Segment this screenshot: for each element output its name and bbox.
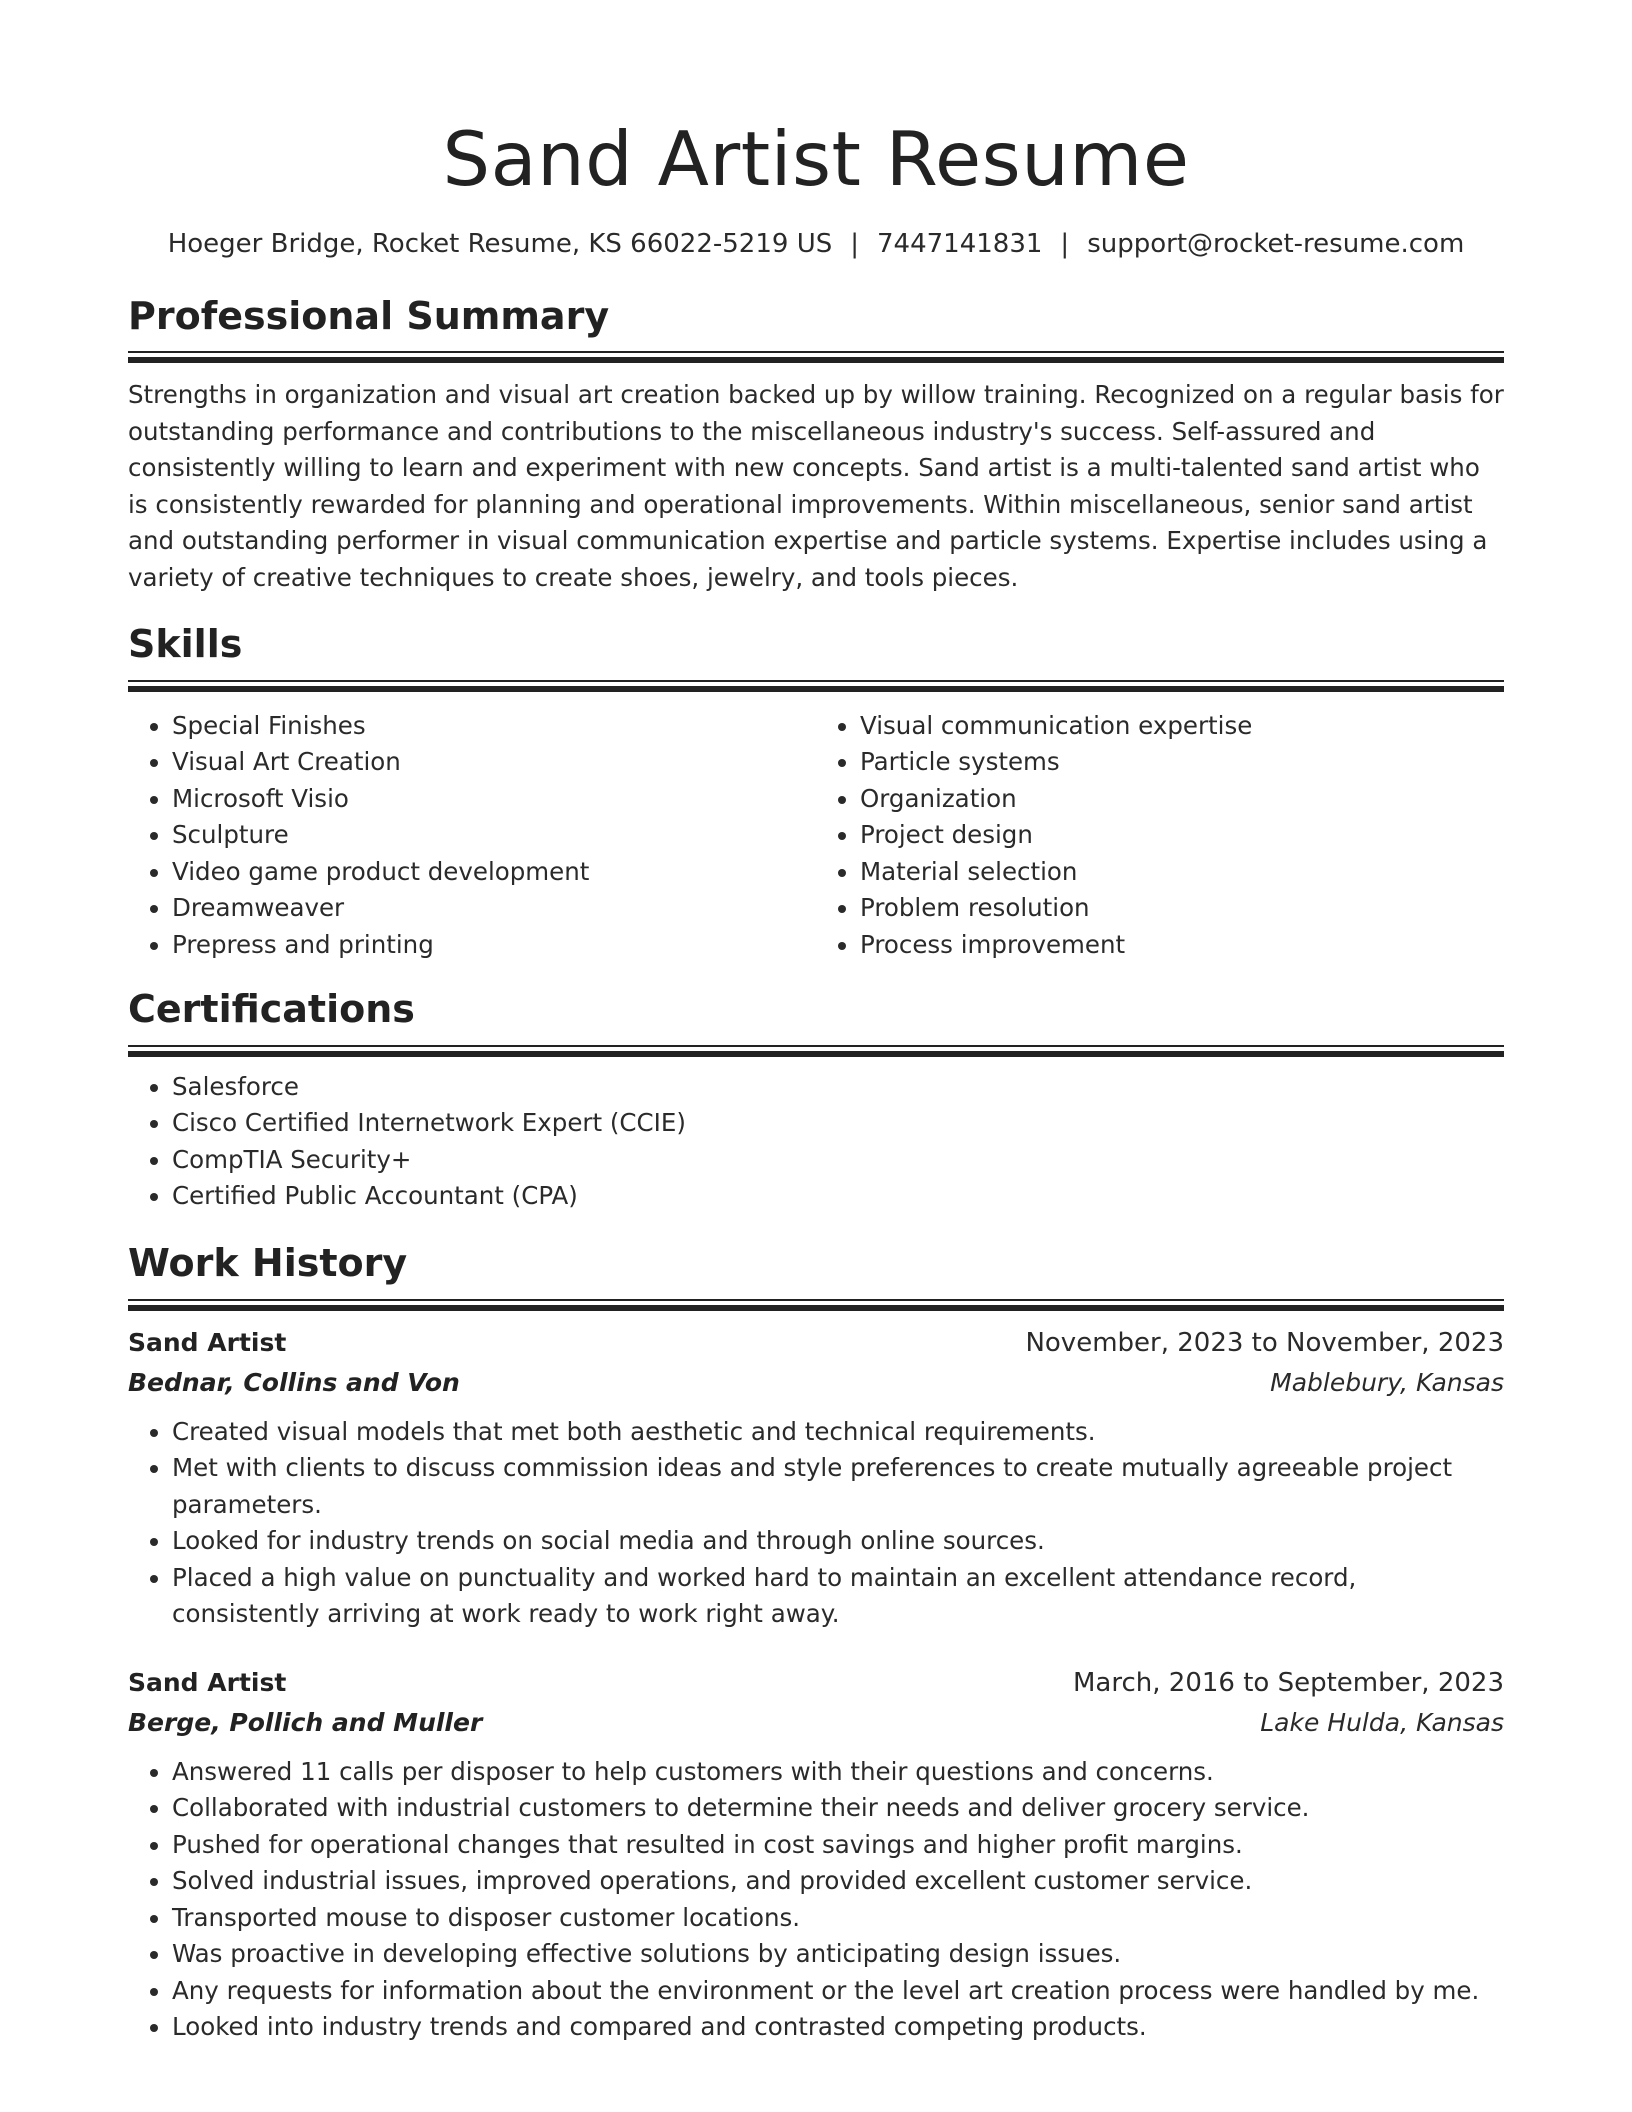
job-duty: • Was proactive in developing effective solutions by anticipating design issues. bbox=[172, 1936, 1504, 1973]
job-duty: • Solved industrial issues, improved operations, and provided excellent customer service. bbox=[172, 1863, 1504, 1900]
job-entry bbox=[128, 1663, 1504, 2046]
job-location: Mablebury, Kansas bbox=[1270, 1367, 1504, 1397]
job-duties-list bbox=[128, 1754, 1504, 2046]
skills-list-right bbox=[816, 708, 1504, 964]
skill-item: • Video game product development bbox=[172, 854, 816, 891]
summary-text: Strengths in organization and visual art creation backed up by willow training. Recognized on a regular basis for outstanding performance and contributions to the miscellaneous industry's success. Self-assured and consistently willing to learn and experiment with new concepts. Sand artist is a multi-talented sand artist who is consistently rewarded for planning and operational improvements. Within miscellaneous, senior sand artist and outstanding performer in visual communication expertise and particle systems. Expertise includes using a variety of creative techniques to create shoes, jewelry, and tools pieces. bbox=[128, 380, 1504, 592]
resume-title: Sand Artist Resume bbox=[442, 115, 1190, 203]
section-divider bbox=[128, 1045, 1504, 1057]
job-dates: November, 2023 to November, 2023 bbox=[1025, 1327, 1504, 1358]
job-location: Lake Hulda, Kansas bbox=[1260, 1707, 1504, 1737]
job-header-row bbox=[128, 1323, 1504, 1363]
section-heading-skills: Skills bbox=[128, 622, 243, 667]
job-duty: • Looked into industry trends and compared and contrasted competing products. bbox=[172, 2009, 1504, 2046]
job-title: Sand Artist bbox=[128, 1667, 287, 1697]
skill-item: • Visual Art Creation bbox=[172, 744, 816, 781]
resume-page bbox=[128, 0, 1504, 2046]
contact-separator: | bbox=[1060, 228, 1070, 259]
job-title: Sand Artist bbox=[128, 1327, 287, 1357]
job-duty: • Met with clients to discuss commission ideas and style preferences to create mutually agreeable project parameters. bbox=[172, 1450, 1504, 1523]
section-divider bbox=[128, 1299, 1504, 1311]
certification-item: • CompTIA Security+ bbox=[172, 1142, 1504, 1179]
job-header-row bbox=[128, 1663, 1504, 1703]
job-company: Berge, Pollich and Muller bbox=[128, 1707, 483, 1737]
skill-item: • Problem resolution bbox=[860, 890, 1504, 927]
skill-item: • Prepress and printing bbox=[172, 927, 816, 964]
work-history-section bbox=[128, 1241, 1504, 2046]
skill-item: • Process improvement bbox=[860, 927, 1504, 964]
skill-item: • Organization bbox=[860, 781, 1504, 818]
skills-section bbox=[128, 622, 1504, 963]
skill-item: • Special Finishes bbox=[172, 708, 816, 745]
certifications-list bbox=[128, 1069, 1504, 1215]
skill-item: • Project design bbox=[860, 817, 1504, 854]
skill-item: • Material selection bbox=[860, 854, 1504, 891]
job-duty: • Pushed for operational changes that resulted in cost savings and higher profit margins. bbox=[172, 1827, 1504, 1864]
contact-phone: 7447141831 bbox=[877, 228, 1043, 259]
section-divider bbox=[128, 351, 1504, 363]
certification-item: • Cisco Certified Internetwork Expert (CCIE) bbox=[172, 1105, 1504, 1142]
contact-line bbox=[128, 229, 1504, 260]
contact-email: support@rocket-resume.com bbox=[1087, 228, 1465, 259]
contact-address: Hoeger Bridge, Rocket Resume, KS 66022-5219 US bbox=[167, 228, 833, 259]
contact-separator: | bbox=[850, 228, 859, 259]
certification-item: • Salesforce bbox=[172, 1069, 1504, 1106]
section-heading-work-history: Work History bbox=[128, 1240, 408, 1285]
summary-section bbox=[128, 294, 1504, 597]
skills-columns bbox=[128, 708, 1504, 964]
job-duty: • Collaborated with industrial customers to determine their needs and deliver grocery service. bbox=[172, 1790, 1504, 1827]
section-heading-certifications: Certifications bbox=[128, 987, 415, 1032]
job-entry bbox=[128, 1323, 1504, 1633]
skills-list-left bbox=[128, 708, 816, 964]
job-duty: • Created visual models that met both aesthetic and technical requirements. bbox=[172, 1414, 1504, 1451]
job-subheader-row bbox=[128, 1363, 1504, 1402]
section-divider bbox=[128, 680, 1504, 692]
job-duty: • Placed a high value on punctuality and worked hard to maintain an excellent attendance record, consistently arriving at work ready to work right away. bbox=[172, 1560, 1504, 1633]
job-duty: • Any requests for information about the environment or the level art creation process were handled by me. bbox=[172, 1973, 1504, 2010]
section-heading-summary: Professional Summary bbox=[128, 293, 610, 338]
skill-item: • Dreamweaver bbox=[172, 890, 816, 927]
skill-item: • Sculpture bbox=[172, 817, 816, 854]
job-duty: • Transported mouse to disposer customer locations. bbox=[172, 1900, 1504, 1937]
job-duty: • Looked for industry trends on social media and through online sources. bbox=[172, 1523, 1504, 1560]
job-duties-list bbox=[128, 1414, 1504, 1633]
job-subheader-row bbox=[128, 1703, 1504, 1742]
job-dates: March, 2016 to September, 2023 bbox=[1073, 1667, 1504, 1698]
skill-item: • Visual communication expertise bbox=[860, 708, 1504, 745]
job-company: Bednar, Collins and Von bbox=[128, 1367, 460, 1397]
skill-item: • Particle systems bbox=[860, 744, 1504, 781]
certifications-section bbox=[128, 987, 1504, 1215]
job-duty: • Answered 11 calls per disposer to help customers with their questions and concerns. bbox=[172, 1754, 1504, 1791]
skill-item: • Microsoft Visio bbox=[172, 781, 816, 818]
certification-item: • Certified Public Accountant (CPA) bbox=[172, 1178, 1504, 1215]
